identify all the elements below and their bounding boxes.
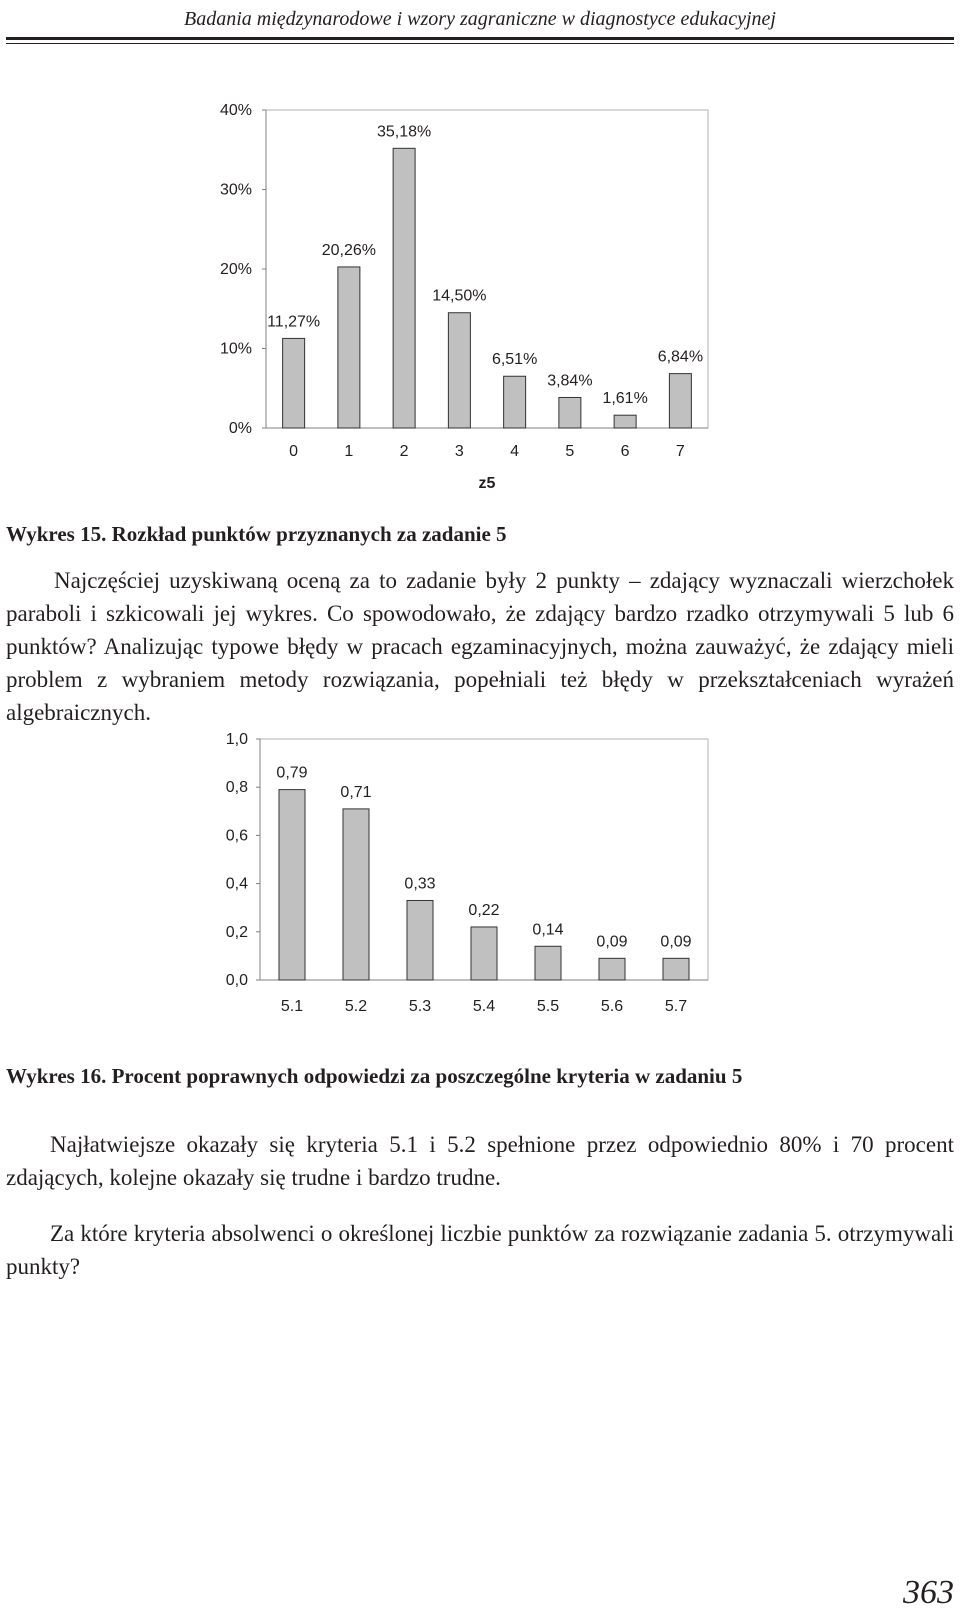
body-paragraph-1: Najczęściej uzyskiwaną oceną za to zadanie były 2 punkty – zdający wyznaczali wierzchołek paraboli i szkicowali jej wykres. Co spowodowało, że zdający bardzo rzadko otrzymywali 5 lub 6 punktów? Analizując typowe błędy w pracach egzaminacyjnych, można zauważyć, że zdający mieli problem z wybraniem metody rozwiązania, popełniali też błędy w przekształceniach wyrażeń algebraicznych. <box>6 568 954 725</box>
data-label: 3,84% <box>547 372 593 390</box>
y-tick-label: 0,6 <box>225 827 248 845</box>
bar <box>338 267 360 428</box>
y-tick-label: 0,0 <box>225 972 248 989</box>
bar <box>448 313 470 428</box>
x-tick-label: 5.5 <box>536 998 560 1015</box>
bar <box>535 946 561 980</box>
x-tick-label: 4 <box>510 443 520 460</box>
y-tick-label: 0,2 <box>225 923 248 941</box>
data-label: 14,50% <box>432 287 487 305</box>
data-label: 0,14 <box>532 921 564 939</box>
bar <box>343 809 369 980</box>
chart-criteria-percent <box>200 731 720 1030</box>
x-tick-label: 5.3 <box>408 998 432 1015</box>
data-label: 0,71 <box>340 783 372 801</box>
x-tick-label: 5.2 <box>344 998 368 1015</box>
data-label: 0,09 <box>596 933 628 951</box>
y-tick-label: 1,0 <box>225 731 248 748</box>
x-tick-label: 6 <box>620 443 630 460</box>
y-tick-label: 40% <box>219 102 252 119</box>
data-label: 0,79 <box>276 764 308 782</box>
x-tick-label: 5.6 <box>600 998 624 1015</box>
running-header: Badania międzynarodowe i wzory zagraniczne w diagnostyce edukacyjnej <box>184 8 776 30</box>
figure-caption-16: Wykres 16. Procent poprawnych odpowiedzi za poszczególne kryteria w zadaniu 5 <box>6 1064 743 1088</box>
bar <box>471 927 497 980</box>
data-label: 0,33 <box>404 875 436 893</box>
header-rule <box>6 37 954 40</box>
x-tick-label: 5.1 <box>280 998 304 1015</box>
bar <box>504 376 526 428</box>
x-tick-label: 2 <box>399 443 409 460</box>
x-tick-label: 1 <box>344 443 354 460</box>
bar <box>599 958 625 980</box>
x-tick-label: 5 <box>565 443 575 460</box>
bar <box>279 790 305 980</box>
y-tick-label: 0% <box>228 420 252 437</box>
x-tick-label: 0 <box>289 443 299 460</box>
y-tick-label: 0,4 <box>225 875 248 893</box>
y-tick-label: 0,8 <box>225 779 248 797</box>
x-tick-label: 3 <box>454 443 464 460</box>
body-paragraph-2: Najłatwiejsze okazały się kryteria 5.1 i 5.2 spełnione przez odpowiednio 80% i 70 procent zdających, kolejne okazały się trudne i bardzo trudne. <box>6 1132 954 1190</box>
data-label: 0,09 <box>660 933 692 951</box>
data-label: 6,84% <box>657 348 704 366</box>
bar <box>614 415 636 428</box>
bar <box>393 148 415 428</box>
bar <box>669 374 691 428</box>
data-label: 1,61% <box>602 390 648 408</box>
bar <box>663 958 689 980</box>
chart-points-distribution <box>200 95 720 500</box>
x-tick-label: 5.4 <box>472 998 496 1015</box>
data-label: 35,18% <box>376 123 432 141</box>
body-paragraph-3: Za które kryteria absolwenci o określonej liczbie punktów za rozwiązanie zadania 5. otrzymywali punkty? <box>6 1221 954 1279</box>
data-label: 0,22 <box>468 901 500 919</box>
x-axis-label: z5 <box>478 475 496 492</box>
data-label: 20,26% <box>321 241 377 259</box>
page-number: 363 <box>903 1574 954 1611</box>
x-tick-label: 5.7 <box>664 998 688 1015</box>
header-rule-thin <box>6 43 954 44</box>
plot-frame <box>266 110 708 428</box>
x-tick-label: 7 <box>675 443 685 460</box>
data-label: 11,27% <box>267 313 321 331</box>
bar <box>559 397 581 428</box>
y-tick-label: 20% <box>219 261 252 278</box>
figure-caption-15: Wykres 15. Rozkład punktów przyznanych za zadanie 5 <box>6 522 507 546</box>
y-tick-label: 10% <box>219 340 252 358</box>
data-label: 6,51% <box>491 351 538 369</box>
bar <box>407 900 433 980</box>
bar <box>283 338 305 428</box>
y-tick-label: 30% <box>219 181 252 199</box>
